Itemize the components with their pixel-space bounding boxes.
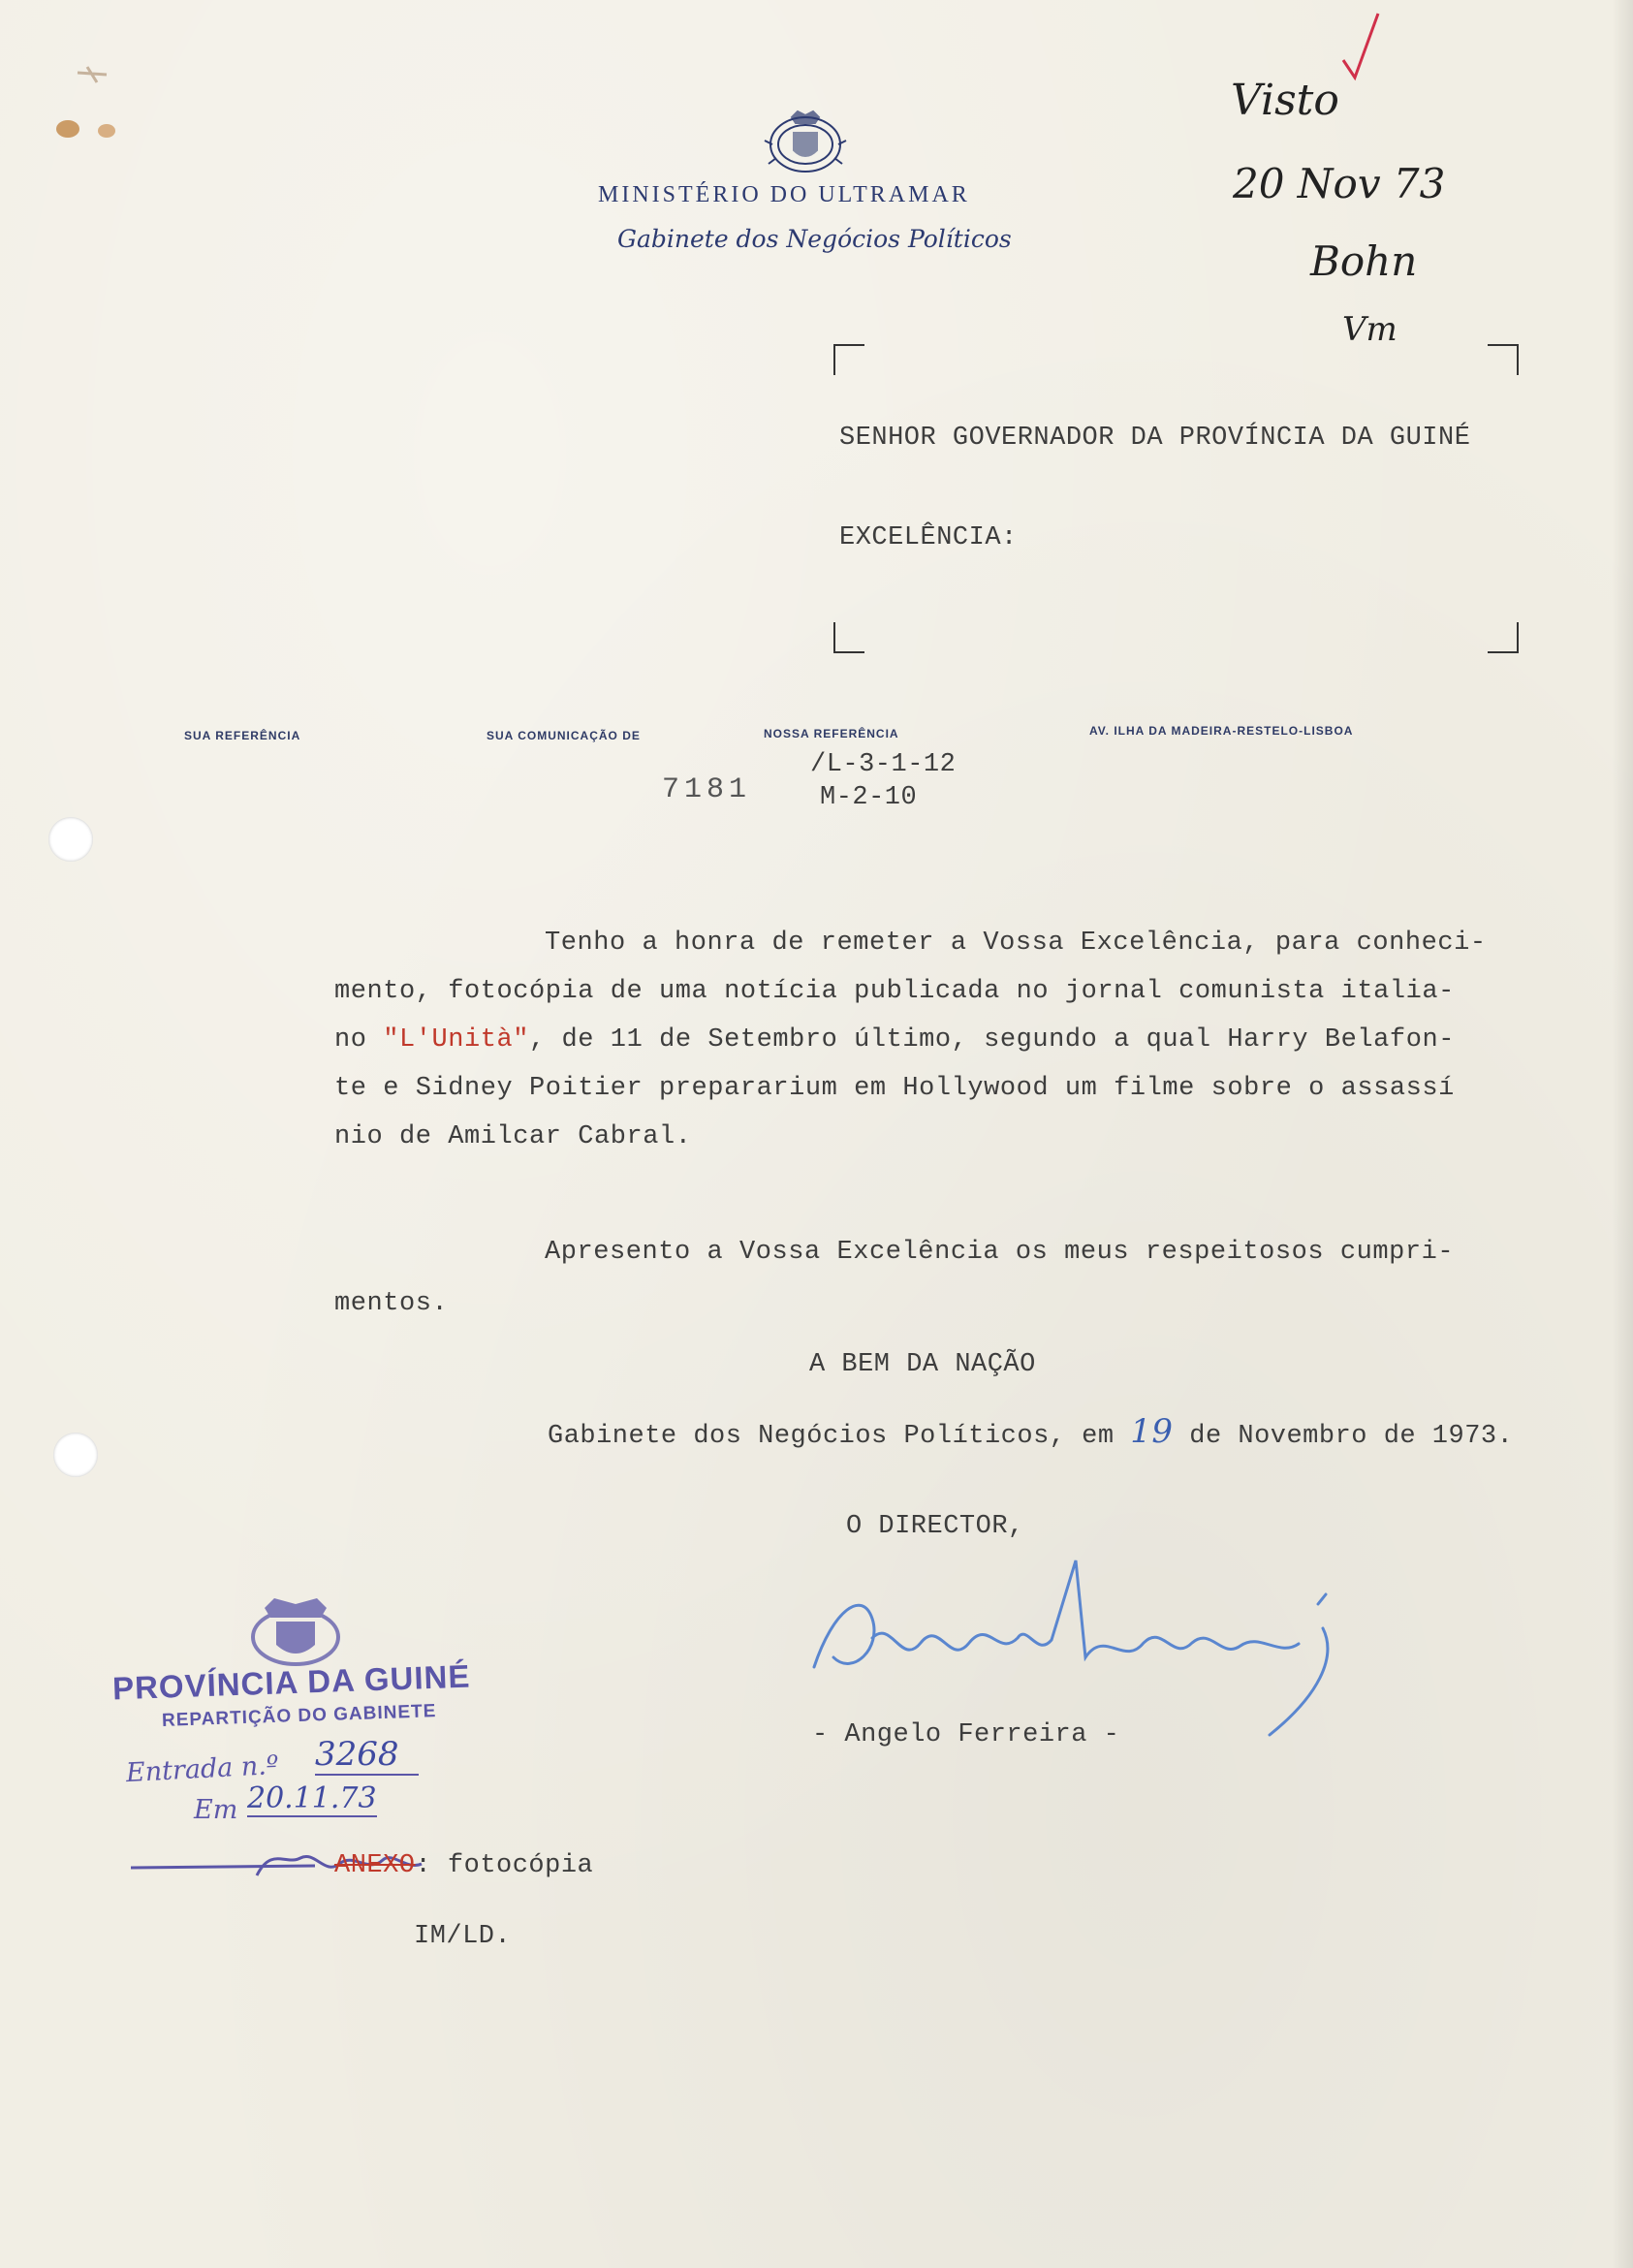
punch-hole-upper xyxy=(48,817,93,862)
annex-line xyxy=(334,1851,593,1880)
handwritten-initials: Bohn xyxy=(1310,237,1418,285)
handwritten-date: 20 Nov 73 xyxy=(1233,160,1446,207)
window-bracket-top-right xyxy=(1488,344,1519,375)
punch-hole-lower xyxy=(53,1433,98,1477)
coat-of-arms-emblem xyxy=(763,104,848,179)
stamp-emblem xyxy=(247,1594,344,1672)
handwritten-visto: Visto xyxy=(1231,76,1339,125)
place-date xyxy=(548,1412,1513,1451)
label-nossa-referencia: NOSSA REFERÊNCIA xyxy=(764,727,899,740)
director-name: - Angelo Ferreira - xyxy=(812,1720,1120,1749)
stamp-department: REPARTIÇÃO DO GABINETE xyxy=(161,1701,437,1731)
stamp-entrada-label: Entrada n.º xyxy=(125,1749,280,1789)
stamp-em-date: 20.11.73 xyxy=(247,1781,377,1815)
place-date-end: de Novembro de 1973. xyxy=(1189,1422,1514,1451)
handwritten-mark: Vm xyxy=(1342,310,1397,349)
body-line-4: te e Sidney Poitier prepararium em Hollywood um filme sobre o assassí xyxy=(334,1074,1455,1103)
handwritten-day: 19 xyxy=(1130,1412,1174,1451)
body-line-3 xyxy=(334,1025,1455,1055)
place-date-start: Gabinete dos Negócios Políticos, em xyxy=(548,1422,1115,1451)
stamp-entrada-number: 3268 xyxy=(315,1735,419,1776)
ministry-address: AV. ILHA DA MADEIRA-RESTELO-LISBOA xyxy=(1089,724,1354,738)
annex-value: : fotocópia xyxy=(415,1851,594,1880)
body-line-6: Apresento a Vossa Excelência os meus respeitosos cumpri- xyxy=(545,1238,1455,1267)
body-line-3-end: , de 11 de Setembro último, segundo a qual Harry Belafon- xyxy=(529,1025,1455,1055)
salutation: EXCELÊNCIA: xyxy=(839,523,1018,552)
ministry-heading: MINISTÉRIO DO ULTRAMAR xyxy=(598,182,970,207)
body-line-5: nio de Amilcar Cabral. xyxy=(334,1122,692,1151)
reference-code-2: M-2-10 xyxy=(820,783,918,812)
addressee-line: SENHOR GOVERNADOR DA PROVÍNCIA DA GUINÉ xyxy=(839,424,1471,453)
director-title: O DIRECTOR, xyxy=(846,1512,1024,1541)
window-bracket-bottom-right xyxy=(1488,622,1519,653)
director-signature xyxy=(795,1551,1376,1745)
annex-label: ANEXO xyxy=(334,1851,416,1880)
body-line-1: Tenho a honra de remeter a Vossa Excelência, para conheci- xyxy=(545,929,1487,958)
stamp-em-label: Em xyxy=(194,1795,238,1825)
typist-initials: IM/LD. xyxy=(414,1922,512,1951)
staple-marks xyxy=(48,53,136,141)
stamp-province: PROVÍNCIA DA GUINÉ xyxy=(111,1657,471,1707)
reference-number: 7181 xyxy=(662,773,752,806)
body-line-3-start: no xyxy=(334,1025,384,1055)
body-line-7: mentos. xyxy=(334,1289,449,1318)
label-sua-comunicacao: SUA COMUNICAÇÃO DE xyxy=(487,729,641,742)
newspaper-name: "L'Unità" xyxy=(383,1025,530,1055)
label-sua-referencia: SUA REFERÊNCIA xyxy=(184,729,301,742)
body-line-2: mento, fotocópia de uma notícia publicada no jornal comunista italia- xyxy=(334,977,1455,1006)
reference-code-1: /L-3-1-12 xyxy=(810,750,957,779)
red-check-mark xyxy=(1337,10,1396,87)
page-edge xyxy=(1612,0,1633,2268)
window-bracket-bottom-left xyxy=(833,622,864,653)
window-bracket-top-left xyxy=(833,344,864,375)
motto: A BEM DA NAÇÃO xyxy=(809,1350,1036,1379)
cabinet-subheading: Gabinete dos Negócios Políticos xyxy=(617,225,1012,253)
